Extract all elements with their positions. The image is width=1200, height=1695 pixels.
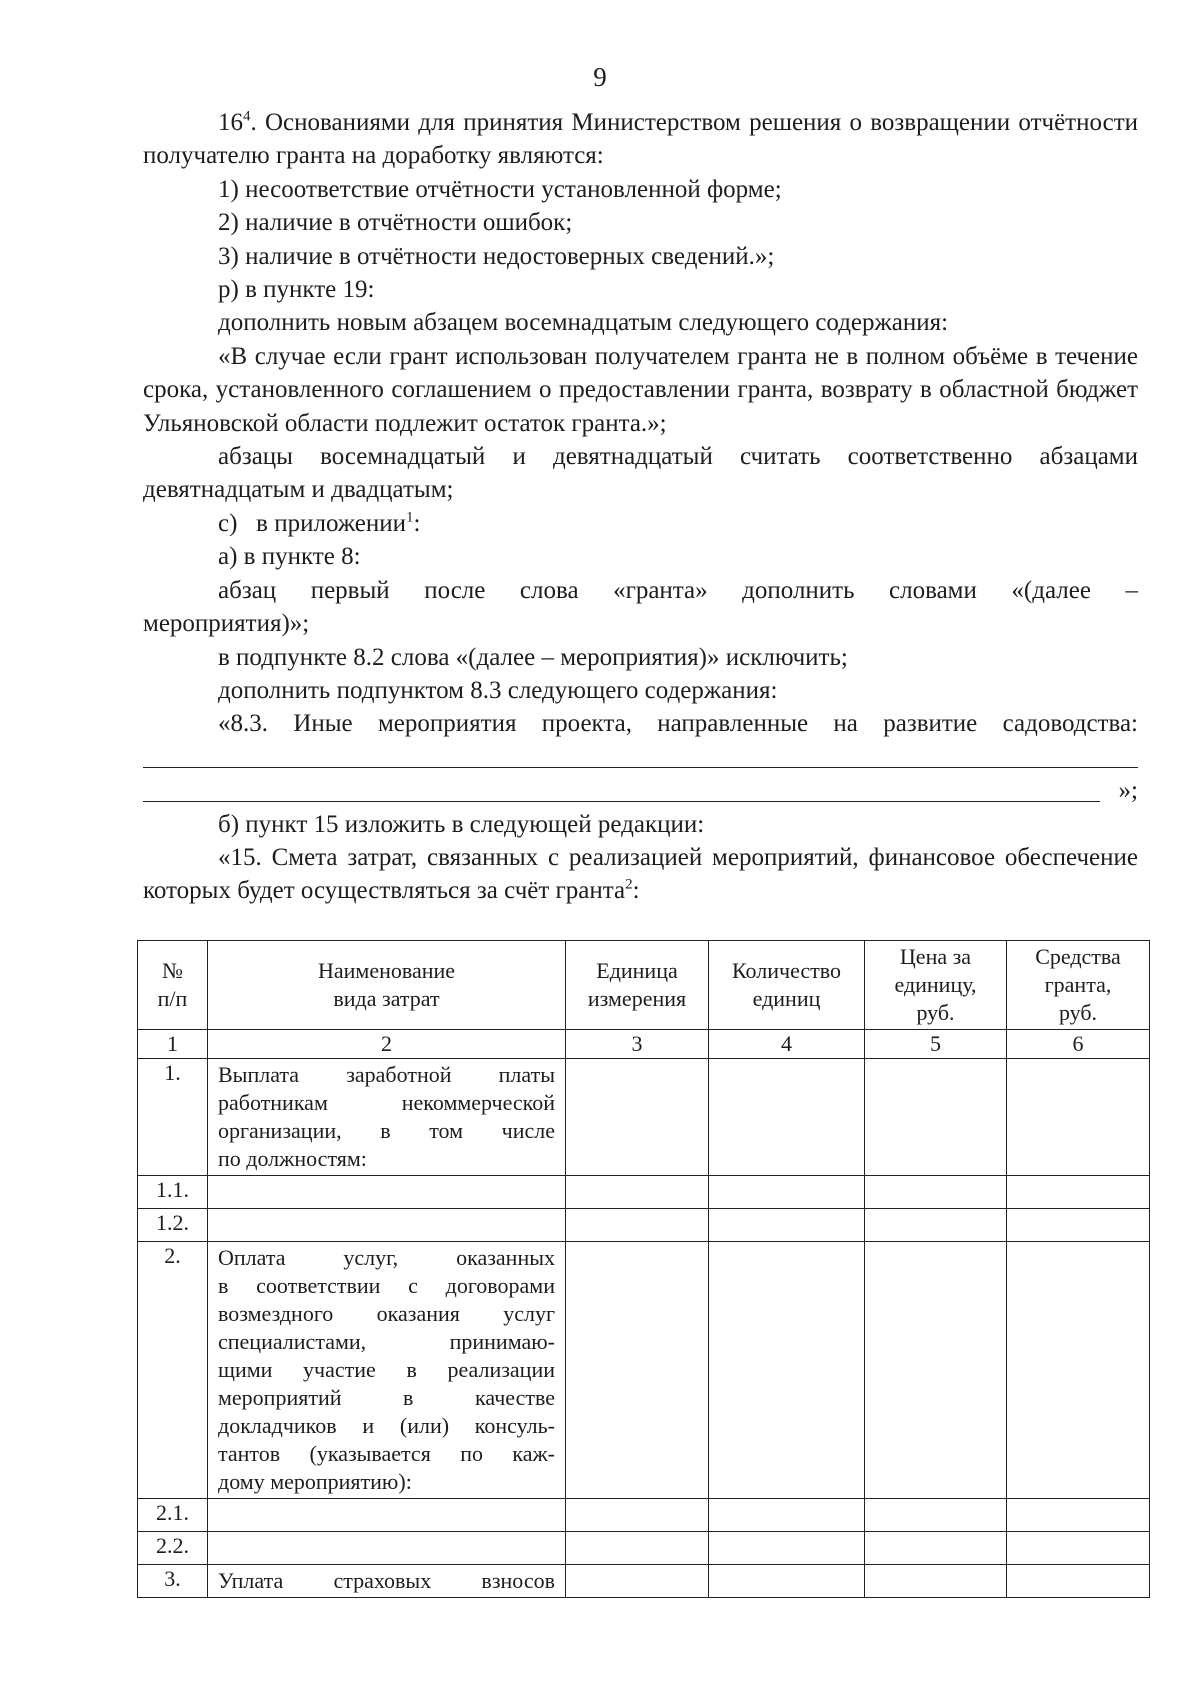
point-s-heading-colon: : xyxy=(413,509,421,537)
section-16-4-number: 16 xyxy=(218,109,243,136)
quantity-cell xyxy=(709,1499,865,1532)
blank-line-tail: »; xyxy=(1118,777,1138,805)
header-col-grant-funds-line-3: руб. xyxy=(1058,1000,1098,1025)
header-col-name xyxy=(208,941,566,1030)
grant-funds-cell xyxy=(1007,1499,1150,1532)
sub-a-heading: а) в пункте 8: xyxy=(218,543,361,571)
header-col-price-line-1: Цена за xyxy=(899,944,972,969)
price-cell xyxy=(865,1176,1007,1209)
cost-type-cell xyxy=(208,1565,566,1598)
header-col-quantity-line-2: единиц xyxy=(752,986,821,1011)
price-cell xyxy=(865,1532,1007,1565)
section-16-4-text: . Основаниями для принятия Министерством решения о возвращении отчётности получателю гранта на доработку являются: xyxy=(143,109,1138,170)
column-number-cell: 4 xyxy=(709,1030,865,1059)
sub-a-line-1: абзац первый после слова «гранта» дополнить словами «(далее – xyxy=(218,576,1138,604)
table-row xyxy=(138,1565,1150,1598)
header-col-number-line-1: № xyxy=(162,958,183,983)
grant-funds-cell xyxy=(1007,1176,1150,1209)
cost-type-line: докладчиков и (или) консуль- xyxy=(218,1413,555,1438)
sub-a-line-2: мероприятия)»; xyxy=(143,610,310,638)
cost-type-line: в соответствии с договорами xyxy=(218,1273,555,1298)
point-s-heading-text: с) в приложении xyxy=(218,509,407,537)
price-cell xyxy=(865,1565,1007,1598)
table-row xyxy=(138,1532,1150,1565)
table-row xyxy=(138,1499,1150,1532)
grant-funds-cell xyxy=(1007,1242,1150,1499)
grant-funds-cell xyxy=(1007,1209,1150,1242)
header-col-name-line-2: вида затрат xyxy=(333,986,440,1011)
price-cell xyxy=(865,1209,1007,1242)
point-r-instruction: дополнить новым абзацем восемнадцатым следующего содержания: xyxy=(218,309,949,337)
cost-type-line: Оплата услуг, оказанных xyxy=(218,1245,555,1270)
header-col-grant-funds-line-2: гранта, xyxy=(1044,972,1112,997)
row-number-cell: 1.2. xyxy=(138,1209,208,1242)
unit-cell xyxy=(566,1176,709,1209)
cost-type-line: работникам некоммерческой xyxy=(218,1090,555,1115)
section-16-4-item-2: 2) наличие в отчётности ошибок; xyxy=(218,209,573,237)
blank-rule-1 xyxy=(143,767,1138,768)
table-row xyxy=(138,1176,1150,1209)
header-col-grant-funds-line-1: Средства xyxy=(1035,944,1121,969)
sub-b-heading: б) пункт 15 изложить в следующей редакции: xyxy=(218,810,705,838)
cost-type-line: тантов (указывается по каж- xyxy=(218,1441,555,1466)
grant-funds-cell xyxy=(1007,1059,1150,1176)
column-number-cell: 2 xyxy=(208,1030,566,1059)
quantity-cell xyxy=(709,1176,865,1209)
header-col-price-line-2: единицу, xyxy=(894,972,977,997)
cost-type-line: Выплата заработной платы xyxy=(218,1062,555,1087)
column-number-row xyxy=(138,1030,1150,1059)
unit-cell xyxy=(566,1499,709,1532)
unit-cell xyxy=(566,1565,709,1598)
cost-type-line: специалистами, принимаю- xyxy=(218,1329,555,1354)
cost-type-line: дому мероприятию): xyxy=(218,1469,412,1494)
point-s-heading xyxy=(143,507,1138,540)
sub-a-line-3: в подпункте 8.2 слова «(далее – мероприятия)» исключить; xyxy=(218,643,848,671)
unit-cell xyxy=(566,1532,709,1565)
header-col-price xyxy=(865,941,1007,1030)
section-16-4-paragraph xyxy=(143,106,1138,173)
document-body xyxy=(143,106,1138,908)
unit-cell xyxy=(566,1209,709,1242)
cost-type-cell xyxy=(208,1499,566,1532)
header-col-name-line-1: Наименование xyxy=(317,958,456,983)
blank-fill-line-2 xyxy=(143,774,1138,807)
point-r-renumber: абзацы восемнадцатый и девятнадцатый считать соответственно абзацами девятнадцатым и двадцатым; xyxy=(143,443,1138,504)
blank-fill-line-1 xyxy=(143,741,1138,774)
grant-funds-cell xyxy=(1007,1565,1150,1598)
column-number-cell: 6 xyxy=(1007,1030,1150,1059)
header-col-number xyxy=(138,941,208,1030)
sub-b-quote xyxy=(143,841,1138,908)
sub-a-line-5: «8.3. Иные мероприятия проекта, направленные на развитие садоводства: xyxy=(218,710,1138,738)
table-header-row xyxy=(138,941,1150,1030)
point-r-quote: «В случае если грант использован получателем гранта не в полном объёме в течение срока, установленного соглашением о предоставлении гранта, возврату в областной бюджет Ульяновской области подлежит остаток гранта.»; xyxy=(143,342,1138,437)
row-number-cell: 1. xyxy=(138,1059,208,1176)
unit-cell xyxy=(566,1059,709,1176)
cost-type-cell xyxy=(208,1242,566,1499)
row-number-cell: 2.1. xyxy=(138,1499,208,1532)
grant-funds-cell xyxy=(1007,1532,1150,1565)
unit-cell xyxy=(566,1242,709,1499)
price-cell xyxy=(865,1499,1007,1532)
cost-estimate-table xyxy=(137,940,1150,1598)
header-col-unit-line-1: Единица xyxy=(596,958,678,983)
table-row xyxy=(138,1209,1150,1242)
sub-b-quote-colon: : xyxy=(632,877,640,905)
cost-type-line: по должностям: xyxy=(218,1146,367,1171)
header-col-quantity xyxy=(709,941,865,1030)
row-number-cell: 2.2. xyxy=(138,1532,208,1565)
cost-type-line: щими участие в реализации xyxy=(218,1357,555,1382)
header-col-price-line-3: руб. xyxy=(916,1000,955,1025)
table-row xyxy=(138,1242,1150,1499)
table-row xyxy=(138,1059,1150,1176)
sub-b-quote-text: «15. Смета затрат, связанных с реализацией мероприятий, финансовое обеспечение которых будет осуществляться за счёт гранта xyxy=(143,843,1138,905)
point-s-heading-superscript: 1 xyxy=(406,509,414,526)
cost-type-cell xyxy=(208,1532,566,1565)
cost-type-line: Уплата страховых взносов xyxy=(218,1568,555,1593)
table-body xyxy=(138,1030,1150,1598)
cost-type-line: организации, в том числе xyxy=(218,1118,555,1143)
quantity-cell xyxy=(709,1565,865,1598)
cost-type-cell xyxy=(208,1059,566,1176)
section-16-4-item-1: 1) несоответствие отчётности установленной форме; xyxy=(218,175,782,203)
sub-a-line-4: дополнить подпунктом 8.3 следующего содержания: xyxy=(218,676,778,704)
blank-rule-2 xyxy=(143,801,1100,802)
cost-type-line: мероприятий в качестве xyxy=(218,1385,555,1410)
sub-b-quote-superscript: 2 xyxy=(625,876,633,893)
row-number-cell: 3. xyxy=(138,1565,208,1598)
cost-type-line: возмездного оказания услуг xyxy=(218,1301,555,1326)
price-cell xyxy=(865,1242,1007,1499)
header-col-unit xyxy=(566,941,709,1030)
page-number: 9 xyxy=(593,62,607,92)
quantity-cell xyxy=(709,1059,865,1176)
column-number-cell: 5 xyxy=(865,1030,1007,1059)
column-number-cell: 1 xyxy=(138,1030,208,1059)
row-number-cell: 1.1. xyxy=(138,1176,208,1209)
price-cell xyxy=(865,1059,1007,1176)
quantity-cell xyxy=(709,1242,865,1499)
point-r-heading: р) в пункте 19: xyxy=(218,276,375,304)
header-col-number-line-2: п/п xyxy=(157,986,188,1011)
header-col-quantity-line-1: Количество xyxy=(731,958,842,983)
quantity-cell xyxy=(709,1532,865,1565)
column-number-cell: 3 xyxy=(566,1030,709,1059)
header-col-grant-funds xyxy=(1007,941,1150,1030)
row-number-cell: 2. xyxy=(138,1242,208,1499)
cost-type-cell xyxy=(208,1209,566,1242)
header-col-unit-line-2: измерения xyxy=(587,986,687,1011)
section-16-4-item-3: 3) наличие в отчётности недостоверных сведений.»; xyxy=(218,242,775,270)
quantity-cell xyxy=(709,1209,865,1242)
cost-type-cell xyxy=(208,1176,566,1209)
section-16-4-superscript: 4 xyxy=(243,108,251,125)
